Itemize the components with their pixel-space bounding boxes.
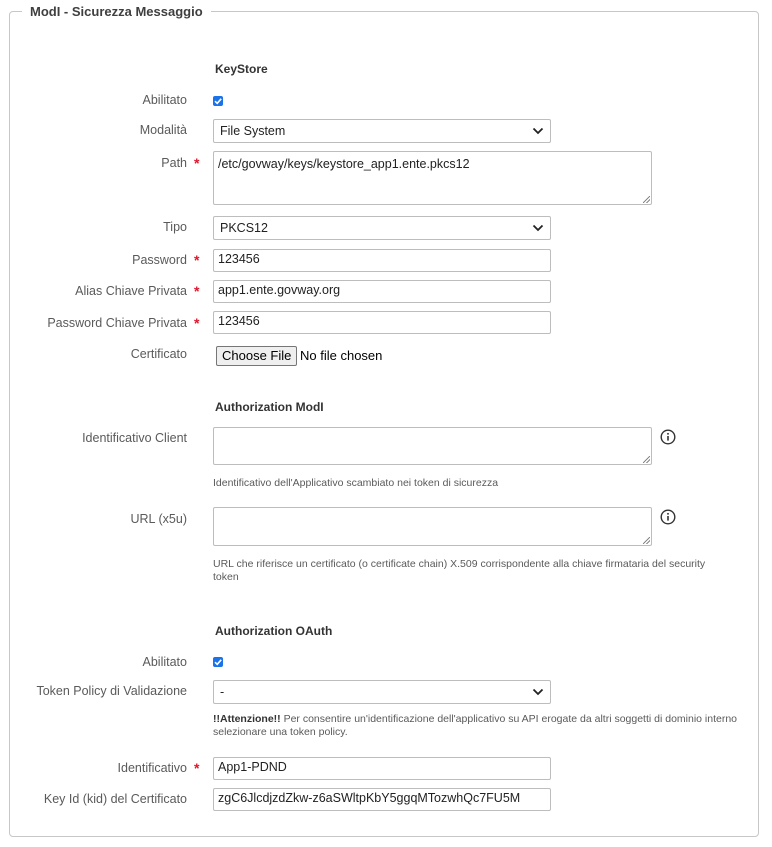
authorization-oauth-title: Authorization OAuth xyxy=(215,624,333,638)
no-file-text: No file chosen xyxy=(300,348,383,363)
token-policy-label: Token Policy di Validazione xyxy=(36,684,187,698)
path-label: Path xyxy=(161,156,187,170)
oauth-abilitato-label: Abilitato xyxy=(142,655,187,669)
info-icon[interactable] xyxy=(660,509,676,525)
password-chiave-label: Password Chiave Privata xyxy=(47,316,187,330)
token-policy-selected-value: - xyxy=(220,685,225,699)
url-textarea[interactable] xyxy=(213,507,652,546)
kid-label: Key Id (kid) del Certificato xyxy=(43,792,187,806)
client-help-text: Identificativo dell'Applicativo scambiato nei token di sicurezza xyxy=(213,477,499,489)
tipo-label: Tipo xyxy=(163,220,187,234)
token-policy-select[interactable] xyxy=(213,680,551,704)
required-marker: * xyxy=(194,760,200,776)
password-input[interactable]: 123456 xyxy=(213,249,551,272)
fieldset-legend: ModI - Sicurezza Messaggio xyxy=(22,4,211,19)
url-help-text: URL che riferisce un certificato (o certificate chain) X.509 corrispondente alla chiave firmataria del security token xyxy=(213,558,706,583)
client-textarea[interactable] xyxy=(213,427,652,465)
kid-input[interactable]: zgC6JlcdjzdZkw-z6aSWltpKbY5ggqMTozwhQc7FU5M xyxy=(213,788,551,811)
chevron-down-icon xyxy=(532,127,544,135)
token-policy-warning xyxy=(213,713,738,739)
resize-grip-icon[interactable] xyxy=(643,456,650,463)
chevron-down-icon xyxy=(532,688,544,696)
info-icon[interactable] xyxy=(660,429,676,445)
certificato-label: Certificato xyxy=(130,347,187,361)
tipo-select[interactable] xyxy=(213,216,551,240)
warning-bold-text: !!Attenzione!! xyxy=(213,713,281,725)
resize-grip-icon[interactable] xyxy=(643,537,650,544)
resize-grip-icon[interactable] xyxy=(643,196,650,203)
url-label: URL (x5u) xyxy=(130,512,187,526)
required-marker: * xyxy=(194,155,200,171)
keystore-section-title: KeyStore xyxy=(215,62,268,76)
oauth-abilitato-checkbox[interactable] xyxy=(213,657,223,667)
choose-file-button[interactable]: Choose File xyxy=(216,346,297,366)
alias-label: Alias Chiave Privata xyxy=(75,284,187,298)
required-marker: * xyxy=(194,252,200,268)
identificativo-input[interactable]: App1-PDND xyxy=(213,757,551,780)
checkmark-icon xyxy=(213,96,223,106)
modalita-select[interactable] xyxy=(213,119,551,143)
checkmark-icon xyxy=(213,657,223,667)
chevron-down-icon xyxy=(532,224,544,232)
path-textarea[interactable] xyxy=(213,151,652,205)
modalita-label: Modalità xyxy=(139,123,187,137)
required-marker: * xyxy=(194,283,200,299)
modalita-selected-value: File System xyxy=(220,124,286,138)
password-label: Password xyxy=(132,253,187,267)
keystore-abilitato-label: Abilitato xyxy=(142,93,187,107)
client-label: Identificativo Client xyxy=(82,431,187,445)
tipo-selected-value: PKCS12 xyxy=(220,221,268,235)
authorization-modi-title: Authorization ModI xyxy=(215,400,324,414)
path-value: /etc/govway/keys/keystore_app1.ente.pkcs12 xyxy=(218,157,470,171)
warning-text: Per consentire un'identificazione dell'applicativo su API erogate da altri soggetti di dominio interno selezionare una token policy. xyxy=(213,713,738,738)
identificativo-label: Identificativo xyxy=(117,761,187,775)
required-marker: * xyxy=(194,315,200,331)
keystore-abilitato-checkbox[interactable] xyxy=(213,96,223,106)
alias-input[interactable]: app1.ente.govway.org xyxy=(213,280,551,303)
password-chiave-input[interactable]: 123456 xyxy=(213,311,551,334)
